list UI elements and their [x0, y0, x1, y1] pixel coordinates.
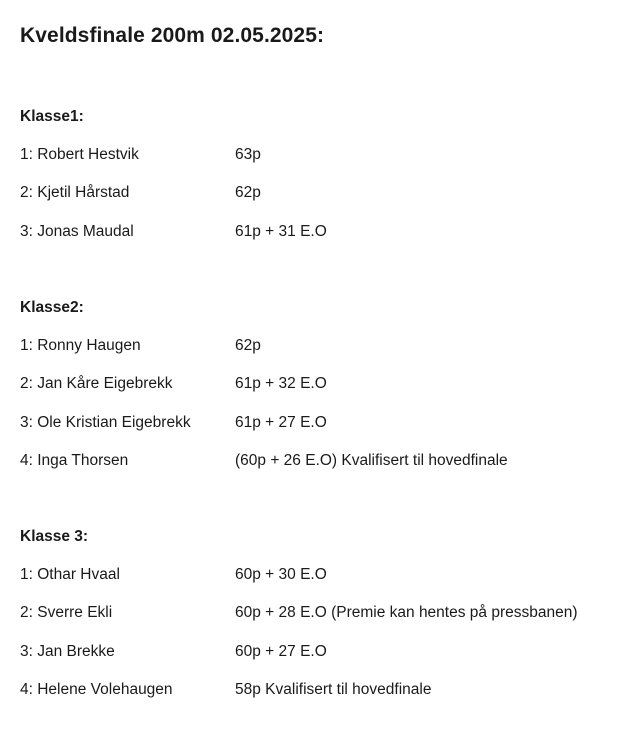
participant-result: 63p [235, 146, 261, 163]
result-row [20, 451, 620, 471]
result-row [20, 642, 620, 662]
result-row [20, 222, 620, 242]
participant-name: 1: Ronny Haugen [20, 337, 141, 354]
participant-result: 61p + 32 E.O [235, 375, 327, 393]
participant-name: 3: Ole Kristian Eigebrekk [20, 413, 191, 431]
result-row [20, 336, 620, 356]
participant-name: 3: Jonas Maudal [20, 222, 134, 240]
result-row [20, 183, 620, 203]
participant-name: 2: Kjetil Hårstad [20, 184, 130, 202]
section-heading: Klasse1: [20, 108, 84, 125]
participant-result: 61p + 31 E.O [235, 222, 327, 240]
participant-name: 1: Othar Hvaal [20, 566, 120, 583]
participant-result: 62p [235, 337, 261, 354]
section-heading: Klasse 3: [20, 528, 89, 545]
participant-name: 1: Robert Hestvik [20, 146, 139, 163]
class-section-2 [20, 298, 620, 489]
page-title: Kveldsfinale 200m 02.05.2025: [20, 24, 325, 47]
participant-result: 61p + 27 E.O [235, 413, 327, 431]
participant-result: 60p + 30 E.O [235, 566, 327, 583]
result-row [20, 680, 620, 700]
participant-result: 62p [235, 184, 261, 202]
participant-name: 4: Inga Thorsen [20, 451, 129, 469]
participant-result: (60p + 26 E.O) Kvalifisert til hovedfinale [235, 451, 508, 469]
participant-result: 58p Kvalifisert til hovedfinale [235, 680, 432, 698]
result-row [20, 603, 620, 623]
class-section-1 [20, 107, 620, 260]
participant-result: 60p + 28 E.O (Premie kan hentes på pressbanen) [235, 604, 578, 622]
result-row [20, 565, 620, 585]
result-row [20, 145, 620, 165]
participant-name: 3: Jan Brekke [20, 642, 115, 660]
participant-name: 2: Sverre Ekli [20, 604, 113, 622]
section-heading: Klasse2: [20, 299, 84, 316]
participant-name: 4: Helene Volehaugen [20, 680, 173, 698]
participant-name: 2: Jan Kåre Eigebrekk [20, 375, 173, 393]
participant-result: 60p + 27 E.O [235, 642, 327, 660]
result-row [20, 413, 620, 433]
class-section-3 [20, 527, 620, 718]
result-row [20, 374, 620, 394]
